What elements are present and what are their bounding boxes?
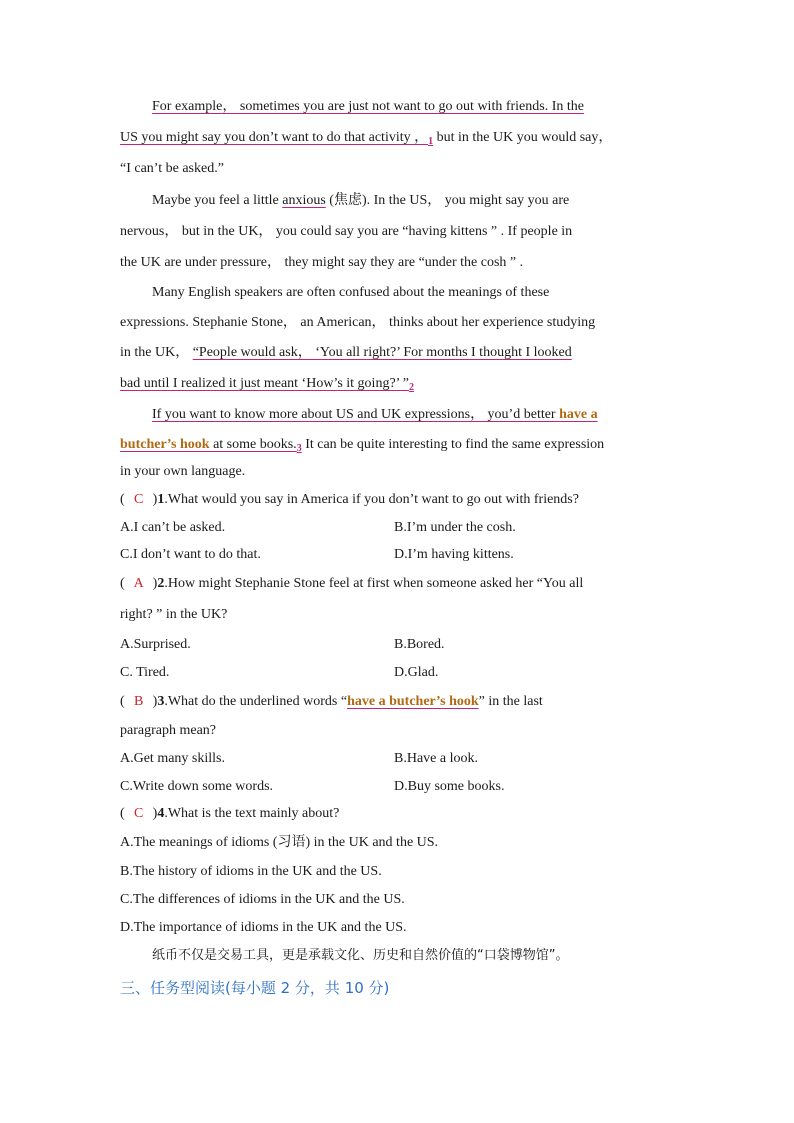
passage-text: but in the UK you would say， — [436, 130, 613, 145]
idiom-text: have a — [559, 407, 598, 422]
passage-line — [120, 129, 612, 151]
option-d: D.The importance of idioms in the UK and the US. — [120, 920, 407, 935]
underlined-sentence: “People would ask， ‘You all right?’ For months I thought I looked — [192, 345, 572, 360]
passage-line: nervous， but in the UK， you could say you are “having kittens ” . If people in — [120, 224, 573, 239]
passage-text: “I can’t be asked.” — [120, 161, 224, 176]
answer-mark: C — [134, 492, 144, 507]
underlined-sentence: at some books. — [209, 437, 297, 452]
question-number: 3 — [157, 694, 165, 709]
passage-text: It can be quite interesting to find the same expression — [301, 437, 605, 452]
passage-line — [120, 375, 414, 397]
question-text: .How might Stephanie Stone feel at first when someone asked her “You all — [164, 576, 584, 591]
passage-line: Many English speakers are often confused about the meanings of these — [152, 285, 550, 300]
question-2-stem: ( A )2.How might Stephanie Stone feel at first when someone asked her “You all — [120, 576, 584, 591]
question-text: ” in the last — [478, 694, 543, 709]
question-number: 4 — [157, 806, 165, 821]
passage-text: Maybe you feel a little — [152, 193, 283, 208]
option-a: A.I can’t be asked. — [120, 520, 226, 535]
passage-line — [120, 436, 604, 458]
passage-line: in your own language. — [120, 464, 246, 479]
question-4-stem: ( C )4.What is the text mainly about? — [120, 806, 340, 821]
idiom-text: have a butcher’s hook — [347, 694, 479, 709]
option-b: B.Bored. — [394, 637, 445, 652]
answer-mark: B — [134, 694, 144, 709]
option-d: D.Glad. — [394, 665, 439, 680]
option-a: A.The meanings of idioms (习语) in the UK and the US. — [120, 835, 439, 850]
question-text: .What would you say in America if you don’t want to go out with friends? — [164, 492, 579, 507]
question-number: 2 — [157, 576, 165, 591]
blank-marker-2: 2 — [409, 382, 414, 393]
idiom-text: butcher’s hook — [120, 437, 210, 452]
passage-text: (焦虑). In the US， you might say you are — [325, 193, 570, 208]
answer-mark: A — [133, 576, 144, 591]
option-b: B.Have a look. — [394, 751, 478, 766]
question-number: 1 — [157, 492, 165, 507]
underlined-word: anxious — [282, 193, 326, 208]
option-d: D.I’m having kittens. — [394, 547, 514, 562]
question-text: .What is the text mainly about? — [164, 806, 340, 821]
option-b: B.The history of idioms in the UK and the US. — [120, 864, 382, 879]
option-c: C. Tired. — [120, 665, 170, 680]
question-3-stem-cont: paragraph mean? — [120, 723, 216, 738]
passage-line — [152, 192, 569, 210]
passage-line: the UK are under pressure， they might say they are “under the cosh ” . — [120, 255, 524, 270]
passage-line — [152, 406, 598, 424]
question-2-stem-cont: right? ” in the UK? — [120, 607, 228, 622]
section-intro: 纸币不仅是交易工具，更是承载文化、历史和自然价值的“口袋博物馆”。 — [152, 948, 569, 963]
passage-text: in the UK， — [120, 345, 193, 360]
blank-marker-1: 1 — [428, 136, 434, 147]
option-a: A.Surprised. — [120, 637, 191, 652]
blank-marker-3: 3 — [296, 443, 302, 454]
underlined-sentence: For example， sometimes you are just not want to go out with friends. In the — [152, 99, 584, 114]
underlined-sentence: bad until I realized it just meant ‘How’s it going?’ ” — [120, 376, 409, 391]
option-c: C.The differences of idioms in the UK and the US. — [120, 892, 405, 907]
section-heading: 三、任务型阅读(每小题 2 分，共 10 分) — [120, 979, 390, 997]
option-c: C.I don’t want to do that. — [120, 547, 261, 562]
option-b: B.I’m under the cosh. — [394, 520, 516, 535]
underlined-sentence: US you might say you don’t want to do that activity ， — [120, 130, 429, 145]
question-1-stem: ( C )1.What would you say in America if you don’t want to go out with friends? — [120, 492, 579, 507]
question-3-stem: ( B )3.What do the underlined words “have a butcher’s hook” in the last — [120, 694, 543, 709]
underlined-sentence: If you want to know more about US and UK expressions， you’d better — [152, 407, 560, 422]
option-a: A.Get many skills. — [120, 751, 225, 766]
passage-line: expressions. Stephanie Stone， an American， thinks about her experience studying — [120, 315, 596, 330]
option-d: D.Buy some books. — [394, 779, 505, 794]
answer-mark: C — [134, 806, 144, 821]
passage-line — [120, 344, 572, 362]
option-c: C.Write down some words. — [120, 779, 274, 794]
passage-line — [152, 98, 584, 116]
question-text: .What do the underlined words “ — [164, 694, 348, 709]
passage-line — [120, 160, 224, 178]
